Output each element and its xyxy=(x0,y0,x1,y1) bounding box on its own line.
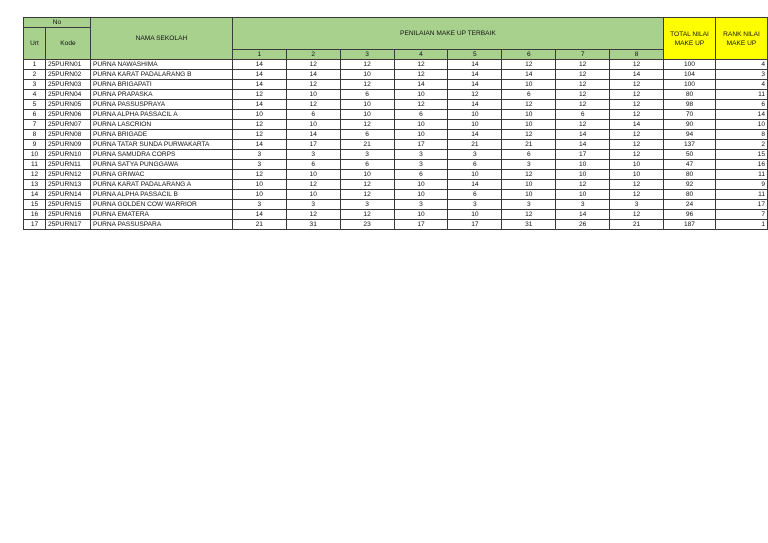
score-cell: 10 xyxy=(340,70,394,80)
kode-cell: 25PURN02 xyxy=(45,70,90,80)
score-cell: 10 xyxy=(232,190,286,200)
table-row xyxy=(24,180,768,190)
score-cell: 10 xyxy=(502,110,556,120)
kode-cell: 25PURN08 xyxy=(45,130,90,140)
kode-cell: 25PURN01 xyxy=(45,60,90,70)
score-cell: 3 xyxy=(556,200,610,210)
score-cell: 14 xyxy=(448,70,502,80)
urt-cell: 15 xyxy=(24,200,46,210)
score-cell: 10 xyxy=(340,170,394,180)
header-urt: Urt xyxy=(24,28,46,60)
score-cell: 10 xyxy=(448,120,502,130)
score-cell: 14 xyxy=(232,140,286,150)
table-row xyxy=(24,190,768,200)
score-cell: 3 xyxy=(610,200,664,210)
rank-cell: 16 xyxy=(715,160,767,170)
rank-cell: 11 xyxy=(715,190,767,200)
table-row xyxy=(24,110,768,120)
rank-cell: 3 xyxy=(715,70,767,80)
score-cell: 10 xyxy=(556,170,610,180)
score-cell: 12 xyxy=(340,180,394,190)
total-cell: 96 xyxy=(664,210,716,220)
score-cell: 3 xyxy=(286,200,340,210)
score-cell: 12 xyxy=(340,190,394,200)
score-cell: 3 xyxy=(394,160,448,170)
score-cell: 3 xyxy=(232,200,286,210)
score-cell: 14 xyxy=(556,130,610,140)
score-cell: 21 xyxy=(610,220,664,230)
header-nama-sekolah: NAMA SEKOLAH xyxy=(90,18,232,60)
urt-cell: 7 xyxy=(24,120,46,130)
header-criterion-3: 3 xyxy=(340,50,394,60)
urt-cell: 11 xyxy=(24,160,46,170)
total-cell: 80 xyxy=(664,190,716,200)
score-cell: 14 xyxy=(610,120,664,130)
kode-cell: 25PURN15 xyxy=(45,200,90,210)
kode-cell: 25PURN14 xyxy=(45,190,90,200)
score-cell: 12 xyxy=(610,150,664,160)
score-cell: 12 xyxy=(502,60,556,70)
nama-sekolah-cell: PURNA GRIWAC xyxy=(90,170,232,180)
score-cell: 14 xyxy=(556,140,610,150)
urt-cell: 10 xyxy=(24,150,46,160)
header-criterion-5: 5 xyxy=(448,50,502,60)
score-cell: 17 xyxy=(286,140,340,150)
score-cell: 10 xyxy=(502,120,556,130)
score-cell: 12 xyxy=(340,120,394,130)
total-cell: 50 xyxy=(664,150,716,160)
score-cell: 23 xyxy=(340,220,394,230)
rank-cell: 14 xyxy=(715,110,767,120)
score-cell: 21 xyxy=(448,140,502,150)
score-cell: 12 xyxy=(556,60,610,70)
score-cell: 14 xyxy=(286,70,340,80)
score-cell: 3 xyxy=(394,200,448,210)
table-row xyxy=(24,170,768,180)
kode-cell: 25PURN09 xyxy=(45,140,90,150)
table-row xyxy=(24,90,768,100)
score-cell: 21 xyxy=(340,140,394,150)
urt-cell: 5 xyxy=(24,100,46,110)
urt-cell: 2 xyxy=(24,70,46,80)
total-cell: 47 xyxy=(664,160,716,170)
score-cell: 14 xyxy=(448,60,502,70)
score-cell: 12 xyxy=(232,90,286,100)
score-cell: 3 xyxy=(394,150,448,160)
score-cell: 10 xyxy=(556,160,610,170)
kode-cell: 25PURN17 xyxy=(45,220,90,230)
header-criterion-1: 1 xyxy=(232,50,286,60)
score-cell: 10 xyxy=(394,190,448,200)
total-cell: 80 xyxy=(664,170,716,180)
nama-sekolah-cell: PURNA BRIGADE xyxy=(90,130,232,140)
header-total-nilai xyxy=(664,18,716,60)
header-criterion-4: 4 xyxy=(394,50,448,60)
score-cell: 31 xyxy=(286,220,340,230)
score-cell: 12 xyxy=(610,210,664,220)
urt-cell: 1 xyxy=(24,60,46,70)
score-cell: 12 xyxy=(286,60,340,70)
score-cell: 12 xyxy=(556,70,610,80)
score-cell: 14 xyxy=(448,180,502,190)
table-row xyxy=(24,120,768,130)
rank-cell: 7 xyxy=(715,210,767,220)
total-cell: 80 xyxy=(664,90,716,100)
score-cell: 6 xyxy=(448,160,502,170)
score-cell: 12 xyxy=(556,120,610,130)
rank-cell: 11 xyxy=(715,90,767,100)
score-cell: 3 xyxy=(340,200,394,210)
score-cell: 3 xyxy=(448,150,502,160)
score-cell: 6 xyxy=(502,90,556,100)
score-cell: 6 xyxy=(448,190,502,200)
score-cell: 10 xyxy=(394,180,448,190)
score-cell: 17 xyxy=(448,220,502,230)
urt-cell: 3 xyxy=(24,80,46,90)
table-row xyxy=(24,210,768,220)
nama-sekolah-cell: PURNA PRAPASKA xyxy=(90,90,232,100)
header-criterion-8: 8 xyxy=(610,50,664,60)
score-cell: 17 xyxy=(394,140,448,150)
score-cell: 3 xyxy=(502,200,556,210)
score-cell: 31 xyxy=(502,220,556,230)
score-cell: 14 xyxy=(232,70,286,80)
nama-sekolah-cell: PURNA NAWASHIMA xyxy=(90,60,232,70)
score-cell: 26 xyxy=(556,220,610,230)
header-total-line1: TOTAL NILAI xyxy=(670,30,709,38)
score-cell: 3 xyxy=(502,160,556,170)
header-rank-line1: RANK NILAI xyxy=(723,30,760,38)
table-body xyxy=(24,60,768,230)
score-cell: 10 xyxy=(610,160,664,170)
kode-cell: 25PURN04 xyxy=(45,90,90,100)
nama-sekolah-cell: PURNA PASSUSPRAYA xyxy=(90,100,232,110)
total-cell: 90 xyxy=(664,120,716,130)
nama-sekolah-cell: PURNA TATAR SUNDA PURWAKARTA xyxy=(90,140,232,150)
score-cell: 10 xyxy=(394,210,448,220)
nama-sekolah-cell: PURNA KARAT PADALARANG A xyxy=(90,180,232,190)
score-cell: 6 xyxy=(556,110,610,120)
score-cell: 12 xyxy=(394,100,448,110)
table-row xyxy=(24,70,768,80)
score-cell: 12 xyxy=(556,180,610,190)
urt-cell: 13 xyxy=(24,180,46,190)
score-cell: 10 xyxy=(232,110,286,120)
score-cell: 17 xyxy=(394,220,448,230)
kode-cell: 25PURN11 xyxy=(45,160,90,170)
header-no: No xyxy=(24,18,91,28)
header-penilaian: PENILAIAN MAKE UP TERBAIK xyxy=(232,18,663,50)
score-cell: 10 xyxy=(286,120,340,130)
total-cell: 98 xyxy=(664,100,716,110)
score-cell: 14 xyxy=(232,80,286,90)
header-total-line2: MAKE UP xyxy=(674,39,705,47)
kode-cell: 25PURN03 xyxy=(45,80,90,90)
score-cell: 12 xyxy=(502,100,556,110)
score-cell: 12 xyxy=(340,80,394,90)
score-cell: 10 xyxy=(340,100,394,110)
score-cell: 10 xyxy=(448,170,502,180)
score-cell: 6 xyxy=(286,110,340,120)
score-cell: 14 xyxy=(610,70,664,80)
score-cell: 12 xyxy=(286,80,340,90)
score-cell: 14 xyxy=(286,130,340,140)
score-cell: 12 xyxy=(502,210,556,220)
score-cell: 10 xyxy=(286,90,340,100)
urt-cell: 12 xyxy=(24,170,46,180)
table-row xyxy=(24,150,768,160)
rank-cell: 11 xyxy=(715,170,767,180)
score-cell: 3 xyxy=(232,150,286,160)
kode-cell: 25PURN05 xyxy=(45,100,90,110)
score-cell: 14 xyxy=(394,80,448,90)
score-cell: 12 xyxy=(610,140,664,150)
table-row xyxy=(24,220,768,230)
score-cell: 12 xyxy=(502,170,556,180)
score-cell: 12 xyxy=(448,90,502,100)
score-cell: 10 xyxy=(556,190,610,200)
urt-cell: 8 xyxy=(24,130,46,140)
nama-sekolah-cell: PURNA KARAT PADALARANG B xyxy=(90,70,232,80)
score-cell: 10 xyxy=(394,130,448,140)
score-cell: 12 xyxy=(232,170,286,180)
rank-cell: 4 xyxy=(715,80,767,90)
score-cell: 12 xyxy=(610,60,664,70)
score-cell: 14 xyxy=(232,210,286,220)
kode-cell: 25PURN07 xyxy=(45,120,90,130)
table-row xyxy=(24,80,768,90)
score-cell: 3 xyxy=(232,160,286,170)
score-cell: 12 xyxy=(394,70,448,80)
score-cell: 12 xyxy=(340,60,394,70)
rank-cell: 8 xyxy=(715,130,767,140)
score-cell: 14 xyxy=(448,130,502,140)
urt-cell: 17 xyxy=(24,220,46,230)
spreadsheet xyxy=(23,17,768,230)
score-cell: 14 xyxy=(556,210,610,220)
score-cell: 10 xyxy=(502,190,556,200)
score-cell: 14 xyxy=(232,60,286,70)
kode-cell: 25PURN10 xyxy=(45,150,90,160)
score-cell: 12 xyxy=(610,80,664,90)
header-criterion-7: 7 xyxy=(556,50,610,60)
score-cell: 12 xyxy=(232,120,286,130)
rank-cell: 10 xyxy=(715,120,767,130)
nama-sekolah-cell: PURNA LASCRION xyxy=(90,120,232,130)
score-cell: 3 xyxy=(340,150,394,160)
score-cell: 10 xyxy=(502,80,556,90)
score-cell: 12 xyxy=(502,130,556,140)
total-cell: 104 xyxy=(664,70,716,80)
total-cell: 70 xyxy=(664,110,716,120)
score-cell: 3 xyxy=(286,150,340,160)
score-cell: 14 xyxy=(448,80,502,90)
nama-sekolah-cell: PURNA SAMUDRA CORPS xyxy=(90,150,232,160)
kode-cell: 25PURN16 xyxy=(45,210,90,220)
score-cell: 12 xyxy=(394,60,448,70)
header-criterion-6: 6 xyxy=(502,50,556,60)
rank-cell: 6 xyxy=(715,100,767,110)
score-cell: 10 xyxy=(448,210,502,220)
urt-cell: 9 xyxy=(24,140,46,150)
kode-cell: 25PURN13 xyxy=(45,180,90,190)
urt-cell: 6 xyxy=(24,110,46,120)
score-cell: 10 xyxy=(502,180,556,190)
total-cell: 187 xyxy=(664,220,716,230)
header-rank-line2: MAKE UP xyxy=(726,39,757,47)
table-row xyxy=(24,200,768,210)
rank-cell: 4 xyxy=(715,60,767,70)
nama-sekolah-cell: PURNA EMATERA xyxy=(90,210,232,220)
header-rank-nilai xyxy=(715,18,767,60)
score-cell: 6 xyxy=(394,170,448,180)
score-cell: 6 xyxy=(286,160,340,170)
make-up-score-table xyxy=(23,17,768,230)
score-cell: 12 xyxy=(556,90,610,100)
urt-cell: 14 xyxy=(24,190,46,200)
nama-sekolah-cell: PURNA GOLDEN COW WARRIOR xyxy=(90,200,232,210)
score-cell: 10 xyxy=(448,110,502,120)
nama-sekolah-cell: PURNA SATYA PUNGGAWA xyxy=(90,160,232,170)
total-cell: 137 xyxy=(664,140,716,150)
score-cell: 6 xyxy=(340,160,394,170)
score-cell: 12 xyxy=(610,110,664,120)
score-cell: 6 xyxy=(502,150,556,160)
score-cell: 12 xyxy=(610,180,664,190)
rank-cell: 17 xyxy=(715,200,767,210)
nama-sekolah-cell: PURNA PASSUSPARA xyxy=(90,220,232,230)
kode-cell: 25PURN12 xyxy=(45,170,90,180)
score-cell: 12 xyxy=(610,190,664,200)
total-cell: 92 xyxy=(664,180,716,190)
rank-cell: 9 xyxy=(715,180,767,190)
score-cell: 12 xyxy=(286,100,340,110)
table-row xyxy=(24,140,768,150)
header-kode: Kode xyxy=(45,28,90,60)
score-cell: 21 xyxy=(502,140,556,150)
score-cell: 14 xyxy=(448,100,502,110)
score-cell: 3 xyxy=(448,200,502,210)
score-cell: 10 xyxy=(286,170,340,180)
score-cell: 17 xyxy=(556,150,610,160)
nama-sekolah-cell: PURNA BRIGAPATI xyxy=(90,80,232,90)
table-row xyxy=(24,130,768,140)
score-cell: 12 xyxy=(556,100,610,110)
table-row xyxy=(24,60,768,70)
score-cell: 12 xyxy=(610,100,664,110)
urt-cell: 4 xyxy=(24,90,46,100)
score-cell: 12 xyxy=(232,130,286,140)
rank-cell: 1 xyxy=(715,220,767,230)
score-cell: 12 xyxy=(610,90,664,100)
nama-sekolah-cell: PURNA ALPHA PASSACIL B xyxy=(90,190,232,200)
score-cell: 6 xyxy=(340,90,394,100)
score-cell: 12 xyxy=(286,180,340,190)
score-cell: 21 xyxy=(232,220,286,230)
score-cell: 12 xyxy=(610,130,664,140)
score-cell: 10 xyxy=(394,120,448,130)
score-cell: 10 xyxy=(394,90,448,100)
score-cell: 10 xyxy=(340,110,394,120)
table-row xyxy=(24,100,768,110)
header-criterion-2: 2 xyxy=(286,50,340,60)
score-cell: 12 xyxy=(340,210,394,220)
nama-sekolah-cell: PURNA ALPHA PASSACIL A xyxy=(90,110,232,120)
score-cell: 14 xyxy=(232,100,286,110)
score-cell: 12 xyxy=(286,210,340,220)
rank-cell: 15 xyxy=(715,150,767,160)
urt-cell: 16 xyxy=(24,210,46,220)
table-row xyxy=(24,160,768,170)
total-cell: 94 xyxy=(664,130,716,140)
total-cell: 100 xyxy=(664,60,716,70)
score-cell: 14 xyxy=(502,70,556,80)
score-cell: 6 xyxy=(394,110,448,120)
score-cell: 10 xyxy=(286,190,340,200)
total-cell: 24 xyxy=(664,200,716,210)
score-cell: 6 xyxy=(340,130,394,140)
score-cell: 10 xyxy=(232,180,286,190)
total-cell: 100 xyxy=(664,80,716,90)
score-cell: 10 xyxy=(610,170,664,180)
kode-cell: 25PURN06 xyxy=(45,110,90,120)
score-cell: 12 xyxy=(556,80,610,90)
rank-cell: 2 xyxy=(715,140,767,150)
